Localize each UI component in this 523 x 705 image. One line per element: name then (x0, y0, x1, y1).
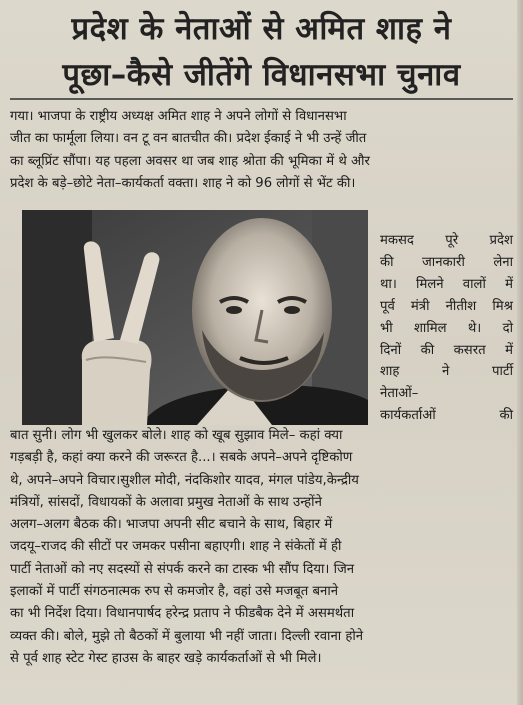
article-line: कार्यकर्ताओं की (380, 408, 513, 424)
article-line: का भी निर्देश दिया। विधानपार्षद हरेन्द्र प्रताप ने फीडबैक देने में असमर्थता (10, 606, 355, 622)
article-line: गड़बड़ी है, कहां क्या करने की जरूरत है...। सबके अपने–अपने दृष्टिकोण (10, 450, 353, 466)
article-line: गया। भाजपा के राष्ट्रीय अध्यक्ष अमित शाह ने अपने लोगों से विधानसभा (10, 109, 347, 124)
article-bottom-paragraph (10, 425, 513, 670)
article-line: भी शामिल थे। दो (380, 320, 513, 336)
article-line: थे, अपने–अपने विचार।सुशील मोदी, नंदकिशोर यादव, मंगल पांडेय,केन्द्रीय (10, 472, 359, 488)
headline-line-1: प्रदेश के नेताओं से अमित शाह ने (71, 11, 452, 47)
article-line: पार्टी नेताओं को नए सदस्यों से संपर्क करने का टास्क भी सौंप दिया। जिन (10, 561, 355, 577)
article-line: मंत्रियों, सांसदों, विधायकों के अलावा प्रमुख नेताओं के साथ उन्होंने (10, 494, 322, 510)
headline-rule (10, 98, 513, 100)
page-edge (517, 0, 523, 705)
article-line: नेताओं– (380, 386, 419, 402)
article-line: था। मिलने वालों में (380, 276, 513, 292)
article-line: बात सुनी। लोग भी खुलकर बोले। शाह को खूब सुझाव मिले– कहां क्या (10, 428, 343, 443)
article-line: का ब्लूप्रिंट सौंपा। यह पहला अवसर था जब शाह श्रोता की भूमिका में थे और (10, 153, 370, 169)
article-line: पूर्व मंत्री नीतीश मिश्र (380, 298, 513, 314)
article-side-column (380, 230, 513, 427)
article-line: की जानकारी लेना (380, 254, 513, 270)
article-line: व्यक्त की। बोले, मुझे तो बैठकों में बुलाया भी नहीं जाता। दिल्ली रवाना होने (10, 628, 364, 644)
article-line: मकसद पूरे प्रदेश (380, 233, 513, 248)
article-line: प्रदेश के बड़े–छोटे नेता–कार्यकर्ता वक्ता। शाह ने को 96 लोगों से भेंट की। (10, 175, 356, 191)
article-line: अलग–अलग बैठक की। भाजपा अपनी सीट बचाने के साथ, बिहार में (10, 517, 333, 533)
article-line: जीत का फार्मूला लिया। वन टू वन बातचीत की। प्रदेश ईकाई ने भी उन्हें जीत (10, 131, 367, 147)
headline (0, 0, 523, 98)
article-top-paragraph (10, 106, 513, 195)
article-line: इलाकों में पार्टी संगठनात्मक रुप से कमजोर है, वहां उसे मजबूत बनाने (10, 584, 339, 600)
article-line: दिनों की कसरत में (380, 342, 513, 358)
article-line: शाह ने पार्टी (380, 364, 513, 380)
headline-line-2: पूछा–कैसे जीतेंगे विधानसभा चुनाव (62, 57, 461, 93)
photo-illustration (22, 210, 368, 425)
article-line: जदयू–राजद की सीटों पर जमकर पसीना बहाएगी। शाह ने संकेतों में ही (10, 539, 342, 555)
article-line: से पूर्व शाह स्टेट गेस्ट हाउस के बाहर खड़े कार्यकर्ताओं से भी मिले। (10, 650, 322, 666)
news-photo (22, 210, 368, 425)
